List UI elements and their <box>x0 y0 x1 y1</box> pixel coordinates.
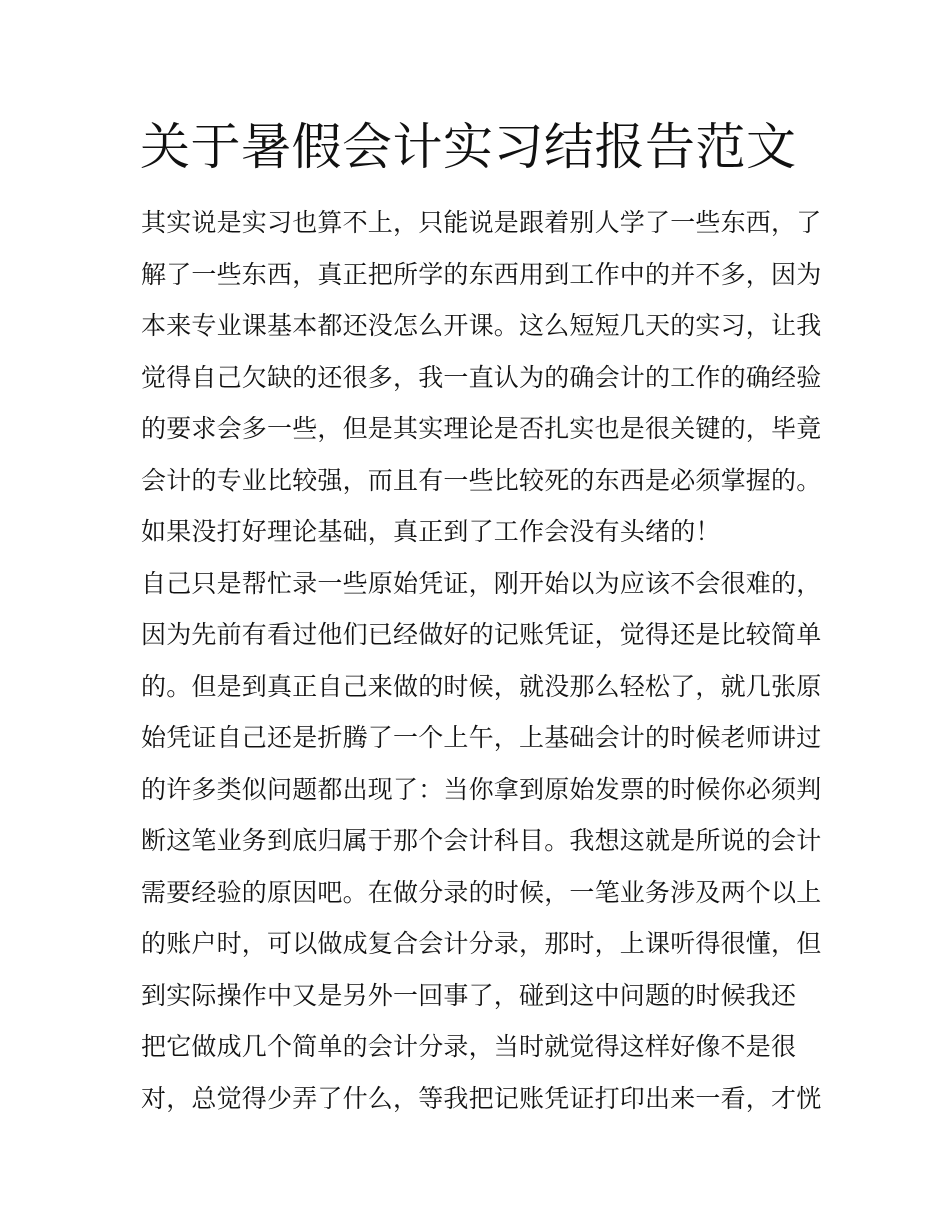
body-line: 的账户时，可以做成复合会计分录，那时，上课听得很懂，但 <box>141 929 822 958</box>
body-line: 的许多类似问题都出现了：当你拿到原始发票的时候你必须判 <box>141 774 822 804</box>
body-line: 因为先前有看过他们已经做好的记账凭证，觉得还是比较简单 <box>141 620 822 649</box>
body-line: 需要经验的原因吧。在做分录的时候，一笔业务涉及两个以上 <box>141 877 822 907</box>
body-line: 把它做成几个简单的会计分录，当时就觉得这样好像不是很 <box>141 1032 797 1061</box>
body-line: 会计的专业比较强，而且有一些比较死的东西是必须掌握的。 <box>141 465 822 495</box>
body-line: 解了一些东西，真正把所学的东西用到工作中的并不多，因为 <box>141 259 822 289</box>
body-line: 对，总觉得少弄了什么，等我把记账凭证打印出来一看，才恍 <box>141 1083 822 1113</box>
body-line: 本来专业课基本都还没怎么开课。这么短短几天的实习，让我 <box>141 311 822 340</box>
body-line: 断这笔业务到底归属于那个会计科目。我想这就是所说的会计 <box>141 826 822 855</box>
body-line: 自己只是帮忙录一些原始凭证，刚开始以为应该不会很难的， <box>141 568 822 598</box>
body-line: 到实际操作中又是另外一回事了，碰到这中问题的时候我还 <box>141 980 797 1010</box>
body-line: 如果没打好理论基础，真正到了工作会没有头绪的！ <box>141 517 721 546</box>
body-line: 的。但是到真正自己来做的时候，就没那么轻松了，就几张原 <box>141 671 822 701</box>
document-body <box>141 197 821 1124</box>
body-line: 觉得自己欠缺的还很多，我一直认为的确会计的工作的确经验 <box>141 362 822 392</box>
document-title: 关于暑假会计实习结报告范文 <box>140 118 797 176</box>
body-line: 其实说是实习也算不上，只能说是跟着别人学了一些东西，了 <box>141 208 822 237</box>
body-line: 始凭证自己还是折腾了一个上午，上基础会计的时候老师讲过 <box>141 723 822 752</box>
body-line: 的要求会多一些，但是其实理论是否扎实也是很关键的，毕竟 <box>141 414 822 443</box>
